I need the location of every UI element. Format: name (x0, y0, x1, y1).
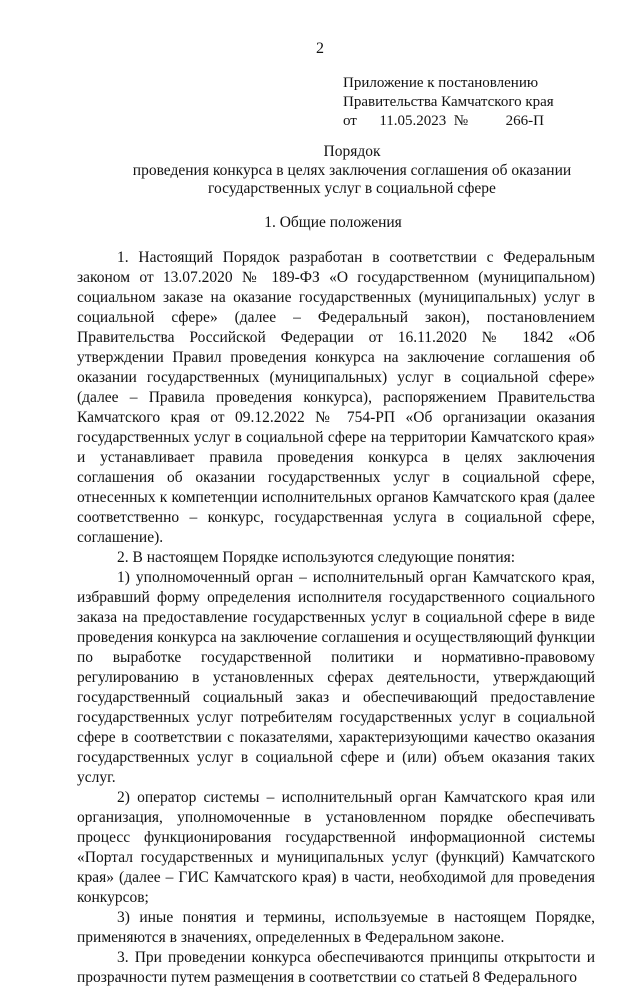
approval-line-1: Приложение к постановлению (343, 75, 539, 91)
paragraph: 2) оператор системы – исполнительный орган Камчатского края или организация, уполномоченные в установленном порядке обеспечивать процесс функционирования государственной информационной системы «Портал государственных и муниципальных услуг (функций) Камчатского края» (далее – ГИС Камчатского края) в части, необходимой для проведения конкурсов; (77, 789, 595, 906)
title-line-1: Порядок (323, 143, 381, 160)
title-line-3: государственных услуг в социальной сфере (208, 180, 496, 197)
paragraph: 3) иные понятия и термины, используемые в настоящем Порядке, применяются в значениях, определенных в Федеральном законе. (77, 909, 595, 946)
paragraph: 2. В настоящем Порядке используются следующие понятия: (117, 549, 516, 566)
approval-header (343, 74, 554, 131)
section-heading: 1. Общие положения (264, 214, 402, 231)
paragraph: 3. При проведении конкурса обеспечиваются принципы открытости и прозрачности путем размещения в соответствии со статьей 8 Федерального (77, 949, 595, 986)
page-number: 2 (316, 40, 324, 57)
document-title (0, 143, 640, 199)
paragraph: 1) уполномоченный орган – исполнительный орган Камчатского края, избравший форму определения исполнителя государственного социального заказа на предоставление государственных услуг в социальной сфере в виде проведения конкурса на заключение соглашения и осуществляющий функции по выработке государственной политики и нормативно-правовому регулированию в установленных сферах деятельности, утверждающий государственный социальный заказ и обеспечивающий предоставление государственных услуг потребителям государственных услуг в социальной сфере в соответствии с показателями, характеризующими качество оказания государственных услуг в социальной сфере и (или) объем оказания таких услуг. (77, 569, 595, 786)
approval-line-2: Правительства Камчатского края (343, 94, 554, 110)
document-body (77, 248, 595, 988)
title-line-2: проведения конкурса в целях заключения соглашения об оказании (132, 161, 572, 179)
approval-line-3: от 11.05.2023 № 266-П (343, 113, 544, 129)
paragraph: 1. Настоящий Порядок разработан в соответствии с Федеральным законом от 13.07.2020 № 189-ФЗ «О государственном (муниципальном) социальном заказе на оказание государственных (муниципальных) услуг в социальной сфере» (далее – Федеральный закон), постановлением Правительства Российской Федерации от 16.11.2020 № 1842 «Об утверждении Правил проведения конкурса на заключение соглашения об оказании государственных (муниципальных) услуг в социальной сфере» (далее – Правила проведения конкурса), распоряжением Правительства Камчатского края от 09.12.2022 № 754-РП «Об организации оказания государственных услуг в социальной сфере на территории Камчатского края» и устанавливает правила проведения конкурса в целях заключения соглашения об оказании государственных услуг в социальной сфере, отнесенных к компетенции исполнительных органов Камчатского края (далее соответственно – конкурс, государственная услуга в социальной сфере, соглашение). (77, 249, 595, 546)
